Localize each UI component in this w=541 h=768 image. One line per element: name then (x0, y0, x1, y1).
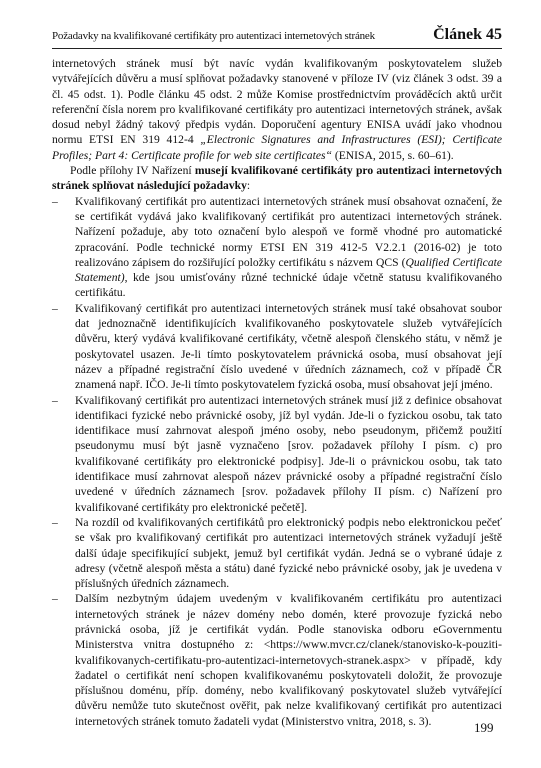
list-item (52, 515, 502, 591)
running-header (52, 26, 502, 49)
list-item-text: Kvalifikovaný certifikát pro autentizaci internetových stránek musí obsahovat označení, že se certifikát vydává jako kvalifikovaný certifikát pro autentizaci internetových stránek. Nařízení požaduje, aby toto označení bylo alespoň ve formě vhodné pro automatické zpracování. Podle technické normy ETSI EN 319 412-5 V2.2.1 (2016-02) je toto realizováno zápisem do rozšiřující položky certifikátu s názvem QCS ( (75, 194, 502, 269)
dash-marker: – (52, 393, 58, 407)
running-title: Požadavky na kvalifikované certifikáty pro autentizaci internetových stránek (52, 30, 375, 42)
page-number: 199 (474, 720, 494, 735)
list-item-italic: Qualified Certificate Statement) (75, 255, 502, 285)
list-item-text: Kvalifikovaný certifikát pro autentizaci internetových stránek musí také obsahovat soubor dat jednoznačně identifikujících kvalifikovaného poskytovatele služeb vytvářejících důvěru, který vydává kvalifikované certifikáty, včetně alespoň členského státu, v němž je poskytovatel usazen. Je-li tímto poskytovatelem právnická osoba, musí obsahovat její název a případné registrační číslo uvedené v úředních záznamech, což v případě ČR znamená např. IČO. Je-li tímto poskytovatelem fyzická osoba, musí obsahovat její jméno. (75, 301, 502, 392)
list-item (52, 393, 502, 515)
dash-marker: – (52, 515, 58, 529)
dash-marker: – (52, 592, 58, 606)
paragraph-text: Podle přílohy IV Nařízení (70, 164, 195, 178)
dash-marker: – (52, 194, 58, 208)
norm-title-italic: „Electronic Signatures and Infrastructures (ESI); Certificate Profiles; Part 4: Certificate profile for web site certificates“ (52, 133, 502, 162)
paragraph-2 (52, 163, 502, 194)
list-item-text: Na rozdíl od kvalifikovaných certifikátů pro elektronický podpis nebo elektronickou pečeť se však pro kvalifikovaný certifikát pro autentizaci internetových stránek vyžadují ještě další údaje specifikující subjekt, jemuž byl certifikát vydán. Jedná se o vybrané údaje z adresy (včetně alespoň města a státu) dané fyzické nebo právnické osoby, jak je uvedena v příslušných úředních záznamech. (75, 515, 502, 591)
list-item-text: , kde jsou umisťovány různé technické údaje včetně statusu kvalifikovaného certifikátu. (75, 271, 502, 300)
paragraph-1 (52, 56, 502, 163)
article-label: Článek 45 (433, 26, 502, 43)
body-text (52, 56, 502, 729)
list-item-text: Dalším nezbytným údajem uvedeným v kvalifikovaném certifikátu pro autentizaci internetových stránek je název domény nebo domén, které provozuje fyzická nebo právnická osoba, jíž je certifikát vydán. Podle stanoviska odboru eGovernmentu Ministerstva vnitra dostupného z: <https://www.mvcr.cz/clanek/stanovisko-k-pouziti-kvalifikovanych-certifikatu-pro-autentizaci-internetovych-stranek.aspx> v případě, kdy žadatel o certifikát není schopen kvalifikovanému poskytovateli doložit, že provozuje příslušnou doménu, příp. domény, nebo kvalifikovaný poskytovatel služeb vytvářející důvěru nemůže tuto skutečnost ověřit, pak nelze kvalifikovaný certifikát pro autentizaci internetových stránek tomuto žadateli vydat (Ministerstvo vnitra, 2018, s. 3). (75, 592, 502, 728)
dash-marker: – (52, 301, 58, 315)
paragraph-text: (ENISA, 2015, s. 60–61). (331, 148, 454, 162)
list-item (52, 591, 502, 729)
requirements-list (52, 194, 502, 729)
list-item-text: Kvalifikovaný certifikát pro autentizaci internetových stránek musí již z definice obsahovat identifikaci fyzické nebo právnické osoby, jíž byl vydán. Jde-li o fyzickou osobu, tak tato identifikace musí zahrnovat alespoň jméno osoby, nebo pseudonym, přičemž použití pseudonymu musí být jasně vyznačeno [srov. požadavek přílohy I písm. c) pro kvalifikované certifikáty pro elektronické podpisy]. Jde-li o právnickou osobu, tak tato identifikace musí zahrnovat alespoň název právnické osoby a případné registrační číslo uvedené v úředních záznamech [srov. požadavek přílohy II písm. c) Nařízení pro kvalifikované certifikáty pro elektronické pečetě]. (75, 393, 502, 514)
requirements-heading-bold: musejí kvalifikované certifikáty pro autentizaci internetových stránek splňovat následující požadavky (52, 164, 502, 193)
paragraph-text: : (246, 179, 251, 193)
list-item (52, 301, 502, 393)
paragraph-text: internetových stránek musí být navíc vydán kvalifikovaným poskytovatelem služeb vytvářejících důvěru a musí splňovat požadavky stanovené v příloze IV (viz článek 3 odst. 39 a čl. 45 odst. 1). Podle článku 45 odst. 2 může Komise prostřednictvím prováděcích aktů určit referenční čísla norem pro kvalifikované certifikáty pro autentizaci internetových stránek, avšak dosud nebyl žádný takový předpis vydán. Doporučení agentury ENISA uvádí jako vhodnou normu ETSI EN 319 412-4 (52, 57, 502, 147)
list-item (52, 194, 502, 301)
